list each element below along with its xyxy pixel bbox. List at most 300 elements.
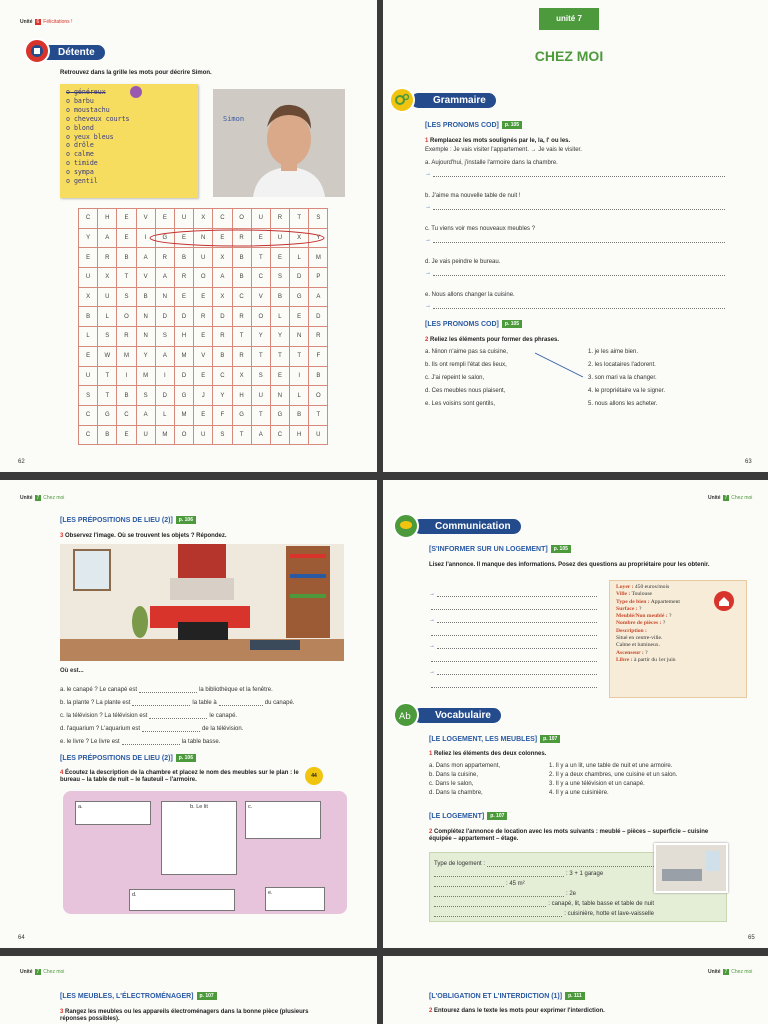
match-left-item[interactable]: d. Dans la chambre, xyxy=(429,790,483,796)
ad-value: à partir du 1er juin xyxy=(633,656,676,663)
grid-cell[interactable]: I xyxy=(136,228,155,248)
match-right-item[interactable]: 1. Il y a un lit, une table de nuit et une armoire. xyxy=(549,763,673,769)
ad-key: Loyer : xyxy=(616,584,634,590)
question-line[interactable] xyxy=(429,662,597,675)
form-row[interactable] xyxy=(434,877,654,887)
grid-cell[interactable]: E xyxy=(117,209,136,229)
grid-cell[interactable]: N xyxy=(136,307,155,327)
grid-cell[interactable]: B xyxy=(290,405,309,425)
grid-cell[interactable]: R xyxy=(309,327,328,347)
grid-cell[interactable]: N xyxy=(290,327,309,347)
page-65 xyxy=(383,480,768,948)
grid-cell[interactable]: G xyxy=(270,405,289,425)
answer-field[interactable] xyxy=(433,301,725,309)
match-right-item[interactable]: 2. les locataires l'adorent. xyxy=(588,362,656,368)
match-right-item[interactable]: 4. le propriétaire va le signer. xyxy=(588,388,666,394)
ad-line xyxy=(616,642,746,649)
grid-cell[interactable]: A xyxy=(213,268,232,288)
match-left-item[interactable]: b. Ils ont rempli l'état des lieux, xyxy=(425,362,507,368)
heading-sinformer: [S'INFORMER SUR UN LOGEMENT] p. 105 xyxy=(429,545,571,553)
answer-line[interactable] xyxy=(425,202,725,210)
ad-value: 450 euros/mois xyxy=(634,584,670,590)
grid-cell[interactable]: E xyxy=(194,366,213,386)
question-line[interactable] xyxy=(429,675,597,688)
grid-cell[interactable]: D xyxy=(155,386,174,406)
answer-field[interactable] xyxy=(433,235,725,243)
grid-cell[interactable]: T xyxy=(98,386,117,406)
page-number: 64 xyxy=(18,935,25,941)
question-field[interactable] xyxy=(431,628,597,636)
grid-cell[interactable]: A xyxy=(309,287,328,307)
grid-cell[interactable]: U xyxy=(79,366,98,386)
question-line[interactable] xyxy=(429,584,597,597)
grid-cell[interactable]: H xyxy=(174,327,193,347)
answer-circle xyxy=(148,228,326,248)
grid-cell[interactable]: A xyxy=(155,268,174,288)
grid-cell[interactable]: U xyxy=(270,228,289,248)
grid-cell[interactable]: A xyxy=(155,346,174,366)
fill-item xyxy=(60,680,350,693)
letters-icon xyxy=(393,702,419,728)
grid-cell[interactable]: D xyxy=(174,307,193,327)
answer-field[interactable] xyxy=(433,169,725,177)
ad-line xyxy=(616,628,746,635)
grid-cell[interactable]: H xyxy=(98,209,117,229)
grid-cell[interactable]: C xyxy=(79,209,98,229)
form-label: : 45 m² xyxy=(506,881,525,887)
grid-cell[interactable]: E xyxy=(117,228,136,248)
grid-cell[interactable]: X xyxy=(194,209,213,229)
question-field[interactable] xyxy=(431,654,597,662)
grid-cell[interactable]: L xyxy=(270,307,289,327)
grid-cell[interactable]: H xyxy=(232,386,251,406)
exercise-4: 4 Écoutez la description de la chambre et placez le nom des meubles sur le plan : le bureau – la table de nuit – le fauteuil – l'armoire. xyxy=(60,770,299,783)
grid-cell[interactable]: I xyxy=(117,366,136,386)
grid-cell[interactable]: V xyxy=(251,287,270,307)
grid-cell[interactable]: B xyxy=(117,386,136,406)
grid-cell[interactable]: M xyxy=(136,366,155,386)
grid-cell[interactable]: B xyxy=(117,248,136,268)
grid-cell[interactable]: N xyxy=(270,386,289,406)
grid-cell[interactable]: D xyxy=(309,307,328,327)
question-field[interactable] xyxy=(437,589,597,597)
exercise-3: 3 Rangez les meubles ou les appareils électroménagers dans la bonne pièce (plusieurs réponses possibles). xyxy=(60,1009,309,1022)
vocab-ex1-right xyxy=(549,763,739,799)
grid-cell[interactable]: L xyxy=(98,307,117,327)
question-line[interactable] xyxy=(429,597,597,610)
grid-cell[interactable]: B xyxy=(136,287,155,307)
grid-cell[interactable]: V xyxy=(136,268,155,288)
grid-cell[interactable]: J xyxy=(194,386,213,406)
grid-cell[interactable]: U xyxy=(98,287,117,307)
grid-cell[interactable]: X xyxy=(98,268,117,288)
grid-cell[interactable]: S xyxy=(213,425,232,445)
grid-cell[interactable]: N xyxy=(155,287,174,307)
grid-cell[interactable]: E xyxy=(117,425,136,445)
grid-cell[interactable]: R xyxy=(232,228,251,248)
grid-cell[interactable]: B xyxy=(98,425,117,445)
grid-cell[interactable]: S xyxy=(270,268,289,288)
question-field[interactable] xyxy=(431,680,597,688)
grid-cell[interactable]: U xyxy=(194,425,213,445)
form-row[interactable] xyxy=(434,887,654,897)
fill-item xyxy=(60,706,350,719)
question-field[interactable] xyxy=(437,667,597,675)
grid-cell[interactable]: E xyxy=(194,287,213,307)
grid-cell[interactable]: A xyxy=(251,425,270,445)
fill-text: a. le canapé ? Le canapé est xyxy=(60,687,138,693)
word-search-grid xyxy=(78,208,328,445)
page-number: 63 xyxy=(745,459,752,465)
grid-cell[interactable]: B xyxy=(232,248,251,268)
grid-cell[interactable]: R xyxy=(232,346,251,366)
running-header: Unité 6 Félicitations ! xyxy=(20,19,73,25)
grid-cell[interactable]: M xyxy=(117,346,136,366)
ad-key: Meublé/Non meublé : xyxy=(616,613,668,620)
apartment-photo xyxy=(654,843,728,893)
ad-line xyxy=(616,657,746,664)
grid-cell[interactable]: T xyxy=(117,268,136,288)
question-line[interactable] xyxy=(429,623,597,636)
running-header: Unité 7 Chez moi xyxy=(708,495,753,501)
answer-arrow: → xyxy=(425,204,431,210)
fill-blank[interactable] xyxy=(132,698,190,706)
ad-key: Ville : xyxy=(616,591,631,598)
grid-cell[interactable]: S xyxy=(79,386,98,406)
grid-cell[interactable]: S xyxy=(251,366,270,386)
grid-cell[interactable]: R xyxy=(174,268,193,288)
pin-icon xyxy=(130,86,142,98)
question-line[interactable] xyxy=(429,649,597,662)
answer-line[interactable] xyxy=(425,301,725,309)
room-plan xyxy=(63,791,347,914)
grid-cell[interactable]: E xyxy=(213,228,232,248)
answer-line[interactable] xyxy=(425,268,725,276)
grid-cell[interactable]: T xyxy=(251,346,270,366)
vocab-exercise-2: 2 Complétez l'annonce de location avec les mots suivants : meublé – pièces – superficie – cuisine équipée – appartement – étage. xyxy=(429,829,709,842)
grid-cell[interactable]: N xyxy=(136,327,155,347)
exercise-1-items xyxy=(425,160,725,309)
word-item: o barbu xyxy=(66,96,94,105)
answer-arrow: → xyxy=(425,237,431,243)
instruction-communication: Lisez l'annonce. Il manque des informations. Posez des questions au propriétaire pour les obtenir. xyxy=(429,562,710,568)
grid-cell[interactable]: M xyxy=(309,248,328,268)
grid-cell[interactable]: T xyxy=(290,346,309,366)
grid-cell[interactable]: R xyxy=(98,248,117,268)
ad-value: Calme et lumineux. xyxy=(616,642,660,649)
fill-blank[interactable] xyxy=(139,685,197,693)
unit-tab: unité 7 xyxy=(539,8,599,30)
grid-cell[interactable]: E xyxy=(174,228,193,248)
grid-cell[interactable]: B xyxy=(213,346,232,366)
question-field[interactable] xyxy=(437,641,597,649)
grid-cell[interactable]: T xyxy=(270,346,289,366)
fill-text: b. la plante ? La plante est xyxy=(60,700,131,706)
fill-text: du canapé. xyxy=(264,700,295,706)
match-left-item[interactable]: c. Dans le salon, xyxy=(429,781,474,787)
grid-cell[interactable]: O xyxy=(251,307,270,327)
grid-cell[interactable]: D xyxy=(155,307,174,327)
grid-cell[interactable]: G xyxy=(98,405,117,425)
unit-number-badge: 7 xyxy=(36,969,40,975)
grid-cell[interactable]: F xyxy=(309,346,328,366)
match-right-item[interactable]: 4. Il y a une cuisinière. xyxy=(549,790,609,796)
grid-cell[interactable]: B xyxy=(309,366,328,386)
fill-blank[interactable] xyxy=(149,711,207,719)
grid-row xyxy=(79,307,328,327)
match-left-item[interactable]: c. J'ai repeint le salon, xyxy=(425,375,485,381)
svg-text:Ab: Ab xyxy=(399,712,411,722)
grid-cell[interactable]: T xyxy=(232,425,251,445)
grid-cell[interactable]: W xyxy=(98,346,117,366)
grid-cell[interactable]: E xyxy=(251,228,270,248)
answer-arrow: → xyxy=(425,270,431,276)
grid-cell[interactable]: V xyxy=(194,346,213,366)
plan-box-d[interactable]: d. xyxy=(129,889,235,911)
match-right-item[interactable]: 5. nous allons les acheter. xyxy=(588,401,658,407)
unit-number-badge: 7 xyxy=(724,969,728,975)
grid-cell[interactable]: E xyxy=(194,327,213,347)
ad-line xyxy=(616,650,746,657)
photo-label: Simon xyxy=(223,115,245,123)
grid-cell[interactable]: R xyxy=(270,209,289,229)
question-arrow: → xyxy=(429,617,435,623)
grid-cell[interactable]: U xyxy=(309,425,328,445)
grid-cell[interactable]: U xyxy=(251,386,270,406)
grid-cell[interactable]: C xyxy=(270,425,289,445)
grid-cell[interactable]: X xyxy=(213,248,232,268)
page-number: 65 xyxy=(748,935,755,941)
grid-cell[interactable]: G xyxy=(232,405,251,425)
grid-cell[interactable]: Y xyxy=(213,386,232,406)
grid-cell[interactable]: C xyxy=(79,425,98,445)
fill-text: la bibliothèque et la fenêtre. xyxy=(199,687,273,693)
grid-cell[interactable]: S xyxy=(309,209,328,229)
grid-cell[interactable]: L xyxy=(155,405,174,425)
fill-blank[interactable] xyxy=(122,737,180,745)
ad-key: Description : xyxy=(616,627,647,634)
grid-cell[interactable]: P xyxy=(309,268,328,288)
answer-field[interactable] xyxy=(433,268,725,276)
grid-cell[interactable]: O xyxy=(309,386,328,406)
match-right-item[interactable]: 1. je les aime bien. xyxy=(588,349,639,355)
unit-number-badge: 6 xyxy=(36,19,40,25)
fill-blank[interactable] xyxy=(219,698,263,706)
grid-cell[interactable]: O xyxy=(194,268,213,288)
word-item: o gentil xyxy=(66,177,98,186)
grid-cell[interactable]: Y xyxy=(251,327,270,347)
grid-cell[interactable]: T xyxy=(309,405,328,425)
grid-cell[interactable]: N xyxy=(194,228,213,248)
grid-cell[interactable]: L xyxy=(79,327,98,347)
form-blank[interactable] xyxy=(434,899,546,907)
grid-cell[interactable]: L xyxy=(290,386,309,406)
audio-track-icon[interactable]: 44 xyxy=(305,767,323,785)
question-line[interactable] xyxy=(429,610,597,623)
match-right-item[interactable]: 2. Il y a deux chambres, une cuisine et un salon. xyxy=(549,772,678,778)
running-header: Unité 7 Chez moi xyxy=(708,969,753,975)
page-62 xyxy=(0,0,377,472)
match-left-item[interactable]: a. Ninon n'aime pas sa cuisine, xyxy=(425,349,508,355)
form-label: : canapé, lit, table basse et table de nuit xyxy=(548,901,654,907)
grid-cell[interactable]: T xyxy=(251,405,270,425)
grid-cell[interactable]: R xyxy=(194,307,213,327)
word-item: o généreux xyxy=(66,88,106,96)
grid-cell[interactable]: T xyxy=(98,366,117,386)
question-field[interactable] xyxy=(437,615,597,623)
ad-key: Ascenseur : xyxy=(616,649,644,656)
grid-cell[interactable]: M xyxy=(174,405,193,425)
grid-cell[interactable]: A xyxy=(136,405,155,425)
form-row[interactable] xyxy=(434,867,654,877)
grid-cell[interactable]: C xyxy=(213,366,232,386)
form-row[interactable] xyxy=(434,897,654,907)
grid-cell[interactable]: X xyxy=(232,366,251,386)
grid-row xyxy=(79,268,328,288)
grid-cell[interactable]: O xyxy=(117,307,136,327)
form-label: : 2e xyxy=(566,891,577,897)
answer-field[interactable] xyxy=(433,202,725,210)
page-number: 62 xyxy=(18,459,25,465)
grid-cell[interactable]: C xyxy=(117,405,136,425)
grid-row xyxy=(79,209,328,229)
grid-cell[interactable]: U xyxy=(136,425,155,445)
grid-cell[interactable]: S xyxy=(155,327,174,347)
heading-pronoms-cod: [LES PRONOMS COD] p. 105 xyxy=(425,121,522,129)
page-64 xyxy=(0,480,377,948)
grid-cell[interactable]: E xyxy=(194,405,213,425)
plan-box-c[interactable]: c. xyxy=(245,801,321,839)
grid-cell[interactable]: A xyxy=(98,228,117,248)
exercise-1: 1 Remplacez les mots soulignés par le, la, l' ou les. xyxy=(425,138,571,144)
form-blank[interactable] xyxy=(434,909,562,917)
grid-cell[interactable]: C xyxy=(79,405,98,425)
grid-cell[interactable]: E xyxy=(79,248,98,268)
grid-cell[interactable]: T xyxy=(251,248,270,268)
grid-cell[interactable]: F xyxy=(213,405,232,425)
grid-cell[interactable]: Y xyxy=(79,228,98,248)
grid-cell[interactable]: R xyxy=(117,327,136,347)
rental-form xyxy=(429,852,727,922)
match-left-item[interactable]: b. Dans la cuisine, xyxy=(429,772,479,778)
grid-cell[interactable]: O xyxy=(174,425,193,445)
grid-cell[interactable]: M xyxy=(155,425,174,445)
grid-cell[interactable]: A xyxy=(136,248,155,268)
form-blank[interactable] xyxy=(434,869,564,877)
grid-cell[interactable]: G xyxy=(155,228,174,248)
grid-cell[interactable]: X xyxy=(213,287,232,307)
form-blank[interactable] xyxy=(434,889,564,897)
grid-cell[interactable]: E xyxy=(155,209,174,229)
grid-cell[interactable]: S xyxy=(98,327,117,347)
fill-text: la table basse. xyxy=(181,739,221,745)
match-right-item[interactable]: 3. Il y a une télévision et un canapé. xyxy=(549,781,645,787)
grid-cell[interactable]: D xyxy=(174,366,193,386)
grid-cell[interactable]: G xyxy=(174,386,193,406)
question-field[interactable] xyxy=(431,602,597,610)
ad-value: ? xyxy=(645,649,648,656)
grid-cell[interactable]: Y xyxy=(270,327,289,347)
grid-cell[interactable]: C xyxy=(213,209,232,229)
exercise-item: e. Nous allons changer la cuisine. xyxy=(425,292,515,298)
grid-cell[interactable]: E xyxy=(270,366,289,386)
grid-cell[interactable]: E xyxy=(79,346,98,366)
exercise-3: 3 Observez l'image. Où se trouvent les objets ? Répondez. xyxy=(60,533,227,539)
fill-blank[interactable] xyxy=(142,724,200,732)
grid-cell[interactable]: G xyxy=(290,287,309,307)
question-lines xyxy=(429,584,597,688)
heading-obligation: [L'OBLIGATION ET L'INTERDICTION (1)] p. 111 xyxy=(429,992,585,1000)
grid-cell[interactable]: U xyxy=(79,268,98,288)
grid-cell[interactable]: D xyxy=(290,268,309,288)
grid-cell[interactable]: R xyxy=(232,307,251,327)
match-line xyxy=(531,350,591,380)
grid-cell[interactable]: O xyxy=(232,209,251,229)
grid-cell[interactable]: M xyxy=(174,346,193,366)
plan-box-a[interactable]: a. xyxy=(75,801,151,825)
answer-arrow: → xyxy=(425,171,431,177)
ad-value: ? xyxy=(662,620,666,627)
grid-cell[interactable]: U xyxy=(174,209,193,229)
grid-cell[interactable]: E xyxy=(290,307,309,327)
grid-cell[interactable]: H xyxy=(290,425,309,445)
grid-cell[interactable]: B xyxy=(79,307,98,327)
grid-cell[interactable]: T xyxy=(290,209,309,229)
form-blank[interactable] xyxy=(487,859,654,867)
question-line[interactable] xyxy=(429,636,597,649)
grid-cell[interactable]: V xyxy=(136,209,155,229)
grid-cell[interactable]: B xyxy=(270,287,289,307)
form-row[interactable] xyxy=(434,907,654,917)
grid-cell[interactable]: I xyxy=(290,366,309,386)
match-left-item[interactable]: e. Les voisins sont gentils, xyxy=(425,401,496,407)
simon-photo xyxy=(213,89,345,197)
grid-cell[interactable]: I xyxy=(155,366,174,386)
form-row[interactable] xyxy=(434,857,654,867)
grid-cell[interactable]: X xyxy=(290,228,309,248)
grid-cell[interactable]: Y xyxy=(309,228,328,248)
match-left-item[interactable]: a. Dans mon appartement, xyxy=(429,763,501,769)
grid-cell[interactable]: U xyxy=(251,209,270,229)
sticky-note xyxy=(60,84,198,198)
section-title-vocabulaire: Vocabulaire xyxy=(413,708,501,723)
grid-row xyxy=(79,346,328,366)
plan-box-e[interactable]: e. xyxy=(265,887,325,911)
page-ref-badge: p. 105 xyxy=(551,545,571,553)
form-blank[interactable] xyxy=(434,879,504,887)
grid-cell[interactable]: B xyxy=(232,268,251,288)
grid-cell[interactable]: B xyxy=(174,248,193,268)
grid-cell[interactable]: S xyxy=(117,287,136,307)
answer-line[interactable] xyxy=(425,235,725,243)
match-left-item[interactable]: d. Ces meubles nous plaisent, xyxy=(425,388,506,394)
grid-cell[interactable]: C xyxy=(232,287,251,307)
grid-cell[interactable]: Y xyxy=(136,346,155,366)
grid-cell[interactable]: T xyxy=(232,327,251,347)
match-right-item[interactable]: 3. son mari va la changer. xyxy=(588,375,657,381)
grid-cell[interactable]: E xyxy=(174,287,193,307)
grid-cell[interactable]: L xyxy=(290,248,309,268)
grid-cell[interactable]: X xyxy=(79,287,98,307)
grid-cell[interactable]: E xyxy=(270,248,289,268)
grid-cell[interactable]: D xyxy=(213,307,232,327)
grid-cell[interactable]: R xyxy=(155,248,174,268)
answer-line[interactable] xyxy=(425,169,725,177)
grid-cell[interactable]: C xyxy=(251,268,270,288)
grid-cell[interactable]: U xyxy=(194,248,213,268)
grid-cell[interactable]: S xyxy=(136,386,155,406)
grid-cell[interactable]: R xyxy=(213,327,232,347)
